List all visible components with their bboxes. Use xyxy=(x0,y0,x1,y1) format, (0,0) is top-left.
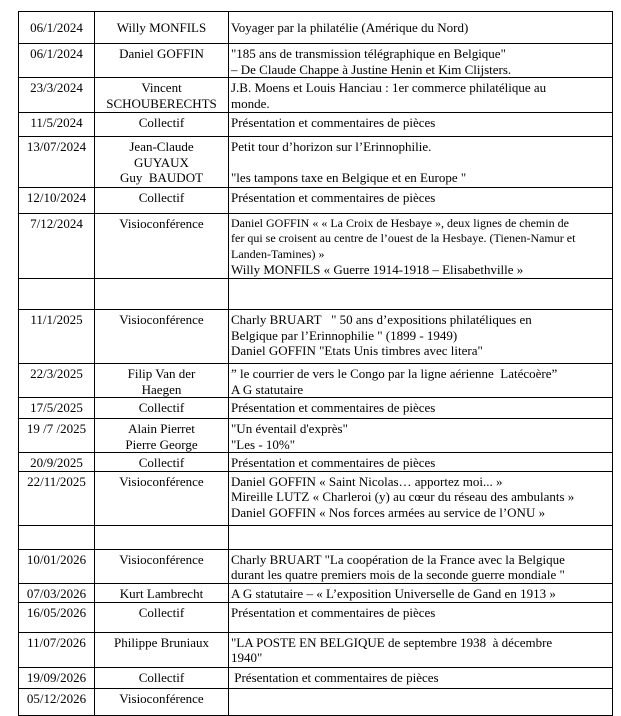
description-cell xyxy=(229,78,613,113)
description-cell xyxy=(229,525,613,549)
description-text-line: Willy MONFILS « Guerre 1914-1918 – Elisabethville » xyxy=(231,261,524,277)
date-text: 06/1/2024 xyxy=(30,46,83,61)
speaker-text-line: Collectif xyxy=(138,190,185,205)
date-text: 12/10/2024 xyxy=(26,190,87,205)
speaker-text-line: Visioconférence xyxy=(119,312,204,327)
description-text-line: Charly BRUART "La coopération de la France avec la Belgique xyxy=(231,551,565,567)
schedule-table xyxy=(18,11,613,716)
speaker-cell xyxy=(95,583,229,602)
description-text-line: Présentation et commentaires de pièces xyxy=(231,604,436,620)
description-cell xyxy=(229,549,613,583)
date-cell xyxy=(19,632,95,667)
speaker-cell xyxy=(95,78,229,113)
speaker-cell xyxy=(95,364,229,398)
table-row xyxy=(19,583,613,602)
description-text-line: fer qui se croisent au centre de l’ouest de la Hesbaye. (Tienen-Namur et xyxy=(231,231,576,246)
description-text-line: Présentation et commentaires de pièces xyxy=(231,669,439,685)
description-cell xyxy=(229,583,613,602)
speaker-cell xyxy=(95,525,229,549)
description-text-line: Mireille LUTZ « Charleroi (y) au cœur du réseau des ambulants » xyxy=(231,489,575,504)
date-text: 22/3/2025 xyxy=(30,366,83,381)
date-cell xyxy=(19,549,95,583)
description-cell xyxy=(229,632,613,667)
description-cell xyxy=(229,398,613,419)
speaker-cell xyxy=(95,214,229,279)
date-cell xyxy=(19,310,95,364)
speaker-cell xyxy=(95,471,229,525)
description-text-line: Belgique par l’Erinnophilie " (1899 - 1949) xyxy=(231,327,458,343)
speaker-cell xyxy=(95,602,229,632)
description-cell xyxy=(229,279,613,310)
description-cell xyxy=(229,310,613,364)
description-cell xyxy=(229,419,613,453)
speaker-text-line: Visioconférence xyxy=(119,216,204,231)
description-text-line: "Les - 10%" xyxy=(231,436,296,452)
description-text-line: Landen-Tamines) » xyxy=(231,246,325,261)
description-text-line: Petit tour d’horizon sur l’Erinnophilie. xyxy=(231,139,432,154)
description-text-line: "185 ans de transmission télégraphique en Belgique" xyxy=(231,46,506,61)
speaker-text-line: Alain Pierret xyxy=(128,421,195,436)
speaker-cell xyxy=(95,667,229,688)
date-text: 11/5/2024 xyxy=(30,115,83,130)
date-text: 23/3/2024 xyxy=(30,80,83,95)
description-text-line: Daniel GOFFIN « Nos forces armées au service de l’ONU » xyxy=(231,504,546,520)
date-text: 05/12/2026 xyxy=(26,690,87,706)
description-text-line: A G statutaire xyxy=(231,381,304,397)
date-text: 20/9/2025 xyxy=(30,455,83,470)
description-text-line: ” le courrier de vers le Congo par la ligne aérienne Latécoère” xyxy=(231,366,558,381)
speaker-cell xyxy=(95,12,229,44)
speaker-text-line: Pierre George xyxy=(125,436,198,452)
description-text-line: "Un éventail d'exprès" xyxy=(231,421,348,436)
description-text-line: Daniel GOFFIN "Etats Unis timbres avec litera" xyxy=(231,343,483,358)
speaker-text-line: Kurt Lambrecht xyxy=(119,585,204,601)
date-cell xyxy=(19,667,95,688)
speaker-text-line: SCHOUBERECHTS xyxy=(106,95,217,111)
date-text: 07/03/2026 xyxy=(26,585,87,601)
description-cell xyxy=(229,471,613,525)
description-text-line xyxy=(231,155,610,171)
table-row xyxy=(19,471,613,525)
date-cell xyxy=(19,279,95,310)
speaker-text-line: Visioconférence xyxy=(119,551,204,567)
speaker-text-line: Collectif xyxy=(138,669,185,685)
table-row xyxy=(19,667,613,688)
date-cell xyxy=(19,113,95,137)
date-cell xyxy=(19,525,95,549)
date-text: 7/12/2024 xyxy=(30,216,83,231)
description-text-line: durant les quatre premiers mois de la seconde guerre mondiale " xyxy=(231,567,565,582)
description-text-line: Présentation et commentaires de pièces xyxy=(231,455,436,470)
table-row xyxy=(19,113,613,137)
speaker-cell xyxy=(95,44,229,78)
speaker-cell xyxy=(95,549,229,583)
speaker-cell xyxy=(95,419,229,453)
speaker-text-line: Collectif xyxy=(138,455,185,470)
date-text: 22/11/2025 xyxy=(27,473,86,489)
date-text: 17/5/2025 xyxy=(30,400,83,415)
speaker-cell xyxy=(95,310,229,364)
speaker-text-line: Jean-Claude xyxy=(129,139,194,154)
table-row xyxy=(19,632,613,667)
speaker-text-line: Filip Van der xyxy=(127,366,196,381)
schedule-table-body xyxy=(19,12,613,716)
date-cell xyxy=(19,137,95,188)
date-text: 19/09/2026 xyxy=(26,669,87,685)
speaker-text-line: Collectif xyxy=(138,604,185,620)
date-text: 19 /7 /2025 xyxy=(26,421,87,436)
table-row xyxy=(19,78,613,113)
date-cell xyxy=(19,419,95,453)
speaker-cell xyxy=(95,113,229,137)
speaker-text-line: Philippe Bruniaux xyxy=(114,634,209,650)
speaker-text-line: Collectif xyxy=(138,400,185,415)
table-row xyxy=(19,44,613,78)
date-cell xyxy=(19,453,95,472)
description-text-line: monde. xyxy=(231,95,270,111)
table-row xyxy=(19,549,613,583)
description-cell xyxy=(229,602,613,632)
speaker-cell xyxy=(95,453,229,472)
date-cell xyxy=(19,44,95,78)
date-text: 11/07/2026 xyxy=(27,634,86,650)
description-text-line: J.B. Moens et Louis Hanciau : 1er commerce philatélique au xyxy=(231,80,547,95)
speaker-cell xyxy=(95,188,229,214)
date-text: 13/07/2024 xyxy=(26,139,87,154)
date-cell xyxy=(19,78,95,113)
speaker-text-line: Visioconférence xyxy=(119,473,204,489)
date-cell xyxy=(19,364,95,398)
speaker-cell xyxy=(95,137,229,188)
table-row xyxy=(19,688,613,715)
speaker-cell xyxy=(95,688,229,715)
speaker-text-line: Guy BAUDOT xyxy=(119,170,204,185)
table-row xyxy=(19,12,613,44)
table-row xyxy=(19,279,613,310)
description-cell xyxy=(229,44,613,78)
date-cell xyxy=(19,602,95,632)
description-cell xyxy=(229,113,613,137)
table-row xyxy=(19,310,613,364)
description-cell xyxy=(229,688,613,715)
date-cell xyxy=(19,188,95,214)
speaker-text-line: GUYAUX xyxy=(134,154,189,170)
table-row xyxy=(19,525,613,549)
description-text-line: Voyager par la philatélie (Amérique du Nord) xyxy=(231,20,469,35)
description-text-line: Daniel GOFFIN « « La Croix de Hesbaye », deux lignes de chemin de xyxy=(231,216,569,230)
speaker-text-line: Vincent xyxy=(141,80,182,95)
speaker-text-line: Visioconférence xyxy=(119,690,204,706)
table-row xyxy=(19,214,613,279)
date-text: 06/1/2024 xyxy=(30,20,83,35)
description-text-line: "LA POSTE EN BELGIQUE de septembre 1938 à décembre xyxy=(231,634,553,650)
speaker-text-line: Willy MONFILS xyxy=(116,20,207,35)
date-text: 10/01/2026 xyxy=(26,551,87,567)
description-cell xyxy=(229,12,613,44)
description-text-line: Présentation et commentaires de pièces xyxy=(231,190,436,205)
description-cell xyxy=(229,137,613,188)
description-text-line: Présentation et commentaires de pièces xyxy=(231,400,436,415)
date-text: 11/1/2025 xyxy=(30,312,83,327)
description-text-line: – De Claude Chappe à Justine Henin et Kim Clijsters. xyxy=(231,61,512,77)
description-text-line: Présentation et commentaires de pièces xyxy=(231,115,436,130)
speaker-cell xyxy=(95,632,229,667)
description-cell xyxy=(229,453,613,472)
description-text-line: "les tampons taxe en Belgique et en Europe " xyxy=(231,170,467,185)
description-cell xyxy=(229,214,613,279)
description-text-line: A G statutaire – « L’exposition Universelle de Gand en 1913 » xyxy=(231,585,556,601)
speaker-text-line: Collectif xyxy=(138,115,185,130)
date-cell xyxy=(19,583,95,602)
table-row xyxy=(19,137,613,188)
description-cell xyxy=(229,188,613,214)
table-row xyxy=(19,602,613,632)
table-row xyxy=(19,364,613,398)
date-cell xyxy=(19,214,95,279)
date-cell xyxy=(19,688,95,715)
description-cell xyxy=(229,364,613,398)
table-row xyxy=(19,419,613,453)
speaker-cell xyxy=(95,279,229,310)
table-row xyxy=(19,453,613,472)
description-text-line: 1940" xyxy=(231,650,263,665)
table-row xyxy=(19,188,613,214)
date-text: 16/05/2026 xyxy=(26,604,87,620)
description-text-line: Charly BRUART " 50 ans d’expositions philatéliques en xyxy=(231,312,532,327)
speaker-text-line: Daniel GOFFIN xyxy=(119,46,204,61)
speaker-cell xyxy=(95,398,229,419)
speaker-text-line: Haegen xyxy=(141,381,182,397)
table-row xyxy=(19,398,613,419)
date-cell xyxy=(19,471,95,525)
description-text-line: Daniel GOFFIN « Saint Nicolas… apportez moi... » xyxy=(231,473,503,489)
description-cell xyxy=(229,667,613,688)
date-cell xyxy=(19,398,95,419)
date-cell xyxy=(19,12,95,44)
